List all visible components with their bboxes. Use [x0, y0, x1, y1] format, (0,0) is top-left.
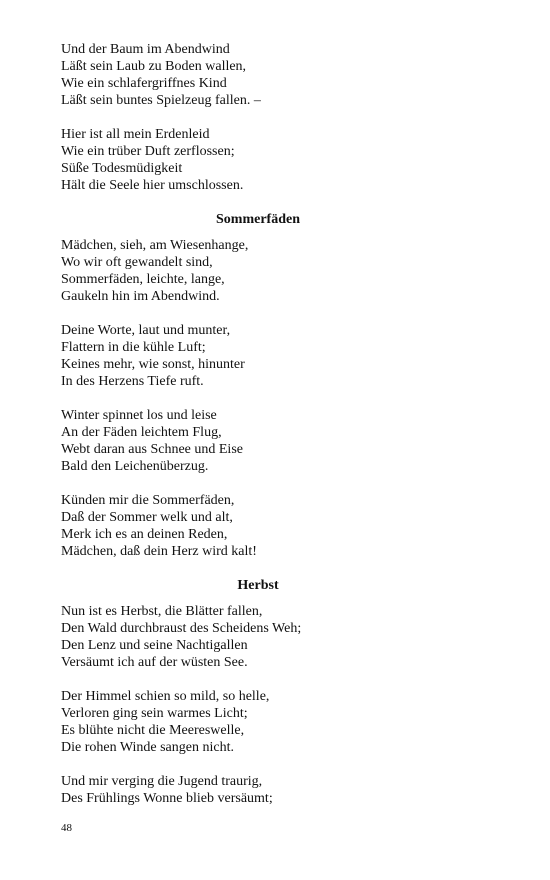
poem-line: Keines mehr, wie sonst, hinunter [61, 357, 245, 372]
poem-line: Läßt sein Laub zu Boden wallen, [61, 59, 247, 74]
poem-line: Und der Baum im Abendwind [61, 42, 230, 57]
poem-line: An der Fäden leichtem Flug, [61, 425, 222, 440]
poem-line: Künden mir die Sommerfäden, [61, 493, 235, 508]
poem-line: Daß der Sommer welk und alt, [61, 510, 233, 525]
poem-line: Läßt sein buntes Spielzeug fallen. – [61, 93, 261, 108]
stanza [61, 773, 493, 807]
page-content [61, 41, 493, 824]
poem-line: Es blühte nicht die Meereswelle, [61, 723, 245, 738]
poem-line: Webt daran aus Schnee und Eise [61, 442, 243, 457]
poem-line: Den Lenz und seine Nachtigallen [61, 638, 248, 653]
poem-line: Nun ist es Herbst, die Blätter fallen, [61, 604, 263, 619]
poem-line: Verloren ging sein warmes Licht; [61, 706, 248, 721]
poem-line: Wie ein schlafergriffnes Kind [61, 76, 227, 91]
poem-line: Merk ich es an deinen Reden, [61, 527, 228, 542]
poem-line: Mädchen, sieh, am Wiesenhange, [61, 238, 249, 253]
poem-line: Hier ist all mein Erdenleid [61, 127, 210, 142]
stanza [61, 688, 493, 756]
stanza [61, 407, 493, 475]
poem-title-herbst: Herbst [237, 578, 279, 593]
stanza [61, 322, 493, 390]
poem-line: Bald den Leichenüberzug. [61, 459, 209, 474]
poem-line: In des Herzens Tiefe ruft. [61, 374, 204, 389]
poem-line: Den Wald durchbraust des Scheidens Weh; [61, 621, 302, 636]
poem-line: Wie ein trüber Duft zerflossen; [61, 144, 235, 159]
poem-line: Deine Worte, laut und munter, [61, 323, 231, 338]
poem-line: Versäumt ich auf der wüsten See. [61, 655, 248, 670]
stanza [61, 126, 493, 194]
poem-line: Der Himmel schien so mild, so helle, [61, 689, 270, 704]
poem-line: Die rohen Winde sangen nicht. [61, 740, 234, 755]
poem-line: Des Frühlings Wonne blieb versäumt; [61, 791, 273, 806]
poem-line: Und mir verging die Jugend traurig, [61, 774, 263, 789]
poem-line: Gaukeln hin im Abendwind. [61, 289, 220, 304]
poem-line: Flattern in die kühle Luft; [61, 340, 206, 355]
stanza [61, 603, 493, 671]
stanza [61, 41, 493, 109]
poem-line: Süße Todesmüdigkeit [61, 161, 183, 176]
page-number: 48 [61, 822, 72, 834]
stanza [61, 492, 493, 560]
poem-line: Winter spinnet los und leise [61, 408, 217, 423]
poem-line: Hält die Seele hier umschlossen. [61, 178, 244, 193]
poem-line: Sommerfäden, leichte, lange, [61, 272, 225, 287]
poem-title-sommerfaeden: Sommerfäden [216, 212, 300, 227]
poem-line: Mädchen, daß dein Herz wird kalt! [61, 544, 257, 559]
poem-line: Wo wir oft gewandelt sind, [61, 255, 213, 270]
stanza [61, 237, 493, 305]
